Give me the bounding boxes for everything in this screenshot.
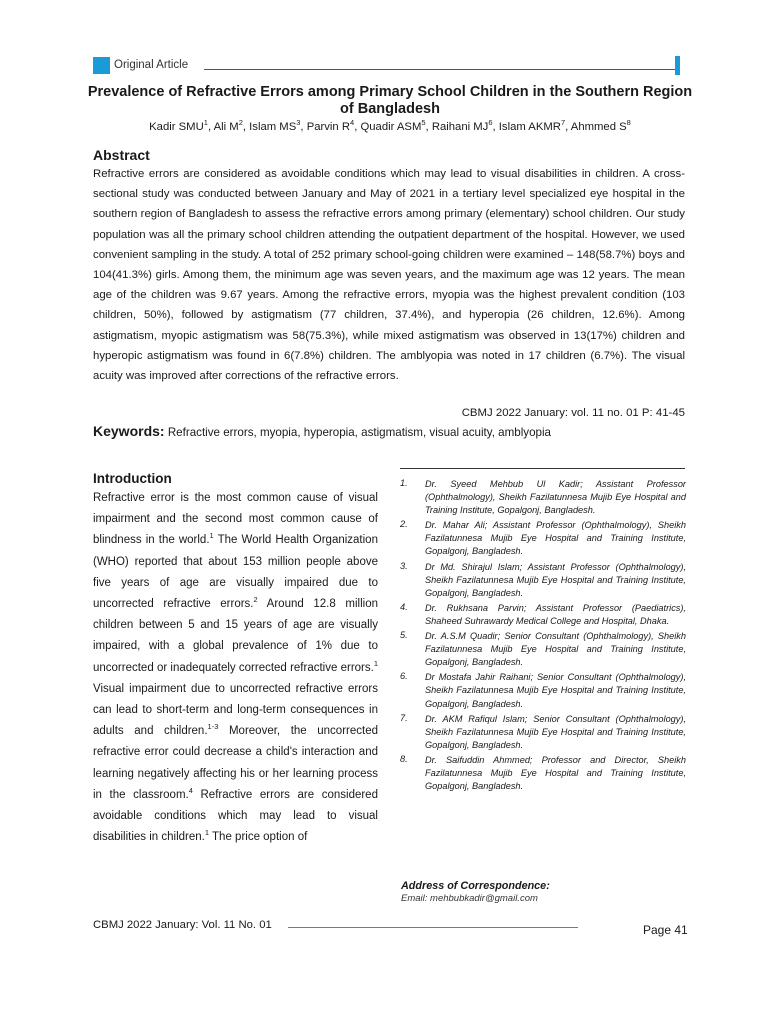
author-name: Ali M bbox=[213, 120, 239, 133]
affiliation-text: Dr. Rukhsana Parvin; Assistant Professor (Paediatrics), Shaheed Suhrawardy Medical College and Hospital, Dhaka. bbox=[425, 602, 686, 626]
article-title: Prevalence of Refractive Errors among Primary School Children in the Southern Region of Bangladesh bbox=[87, 84, 693, 117]
affiliations-rule bbox=[400, 468, 685, 469]
citation-reference: 4 bbox=[188, 786, 193, 796]
affiliation-item bbox=[398, 671, 686, 710]
keywords-label: Keywords: bbox=[93, 423, 165, 439]
introduction-sentence: Visual impairment due to uncorrected refractive errors can lead to short-term and long-term consequences in adults and children. bbox=[93, 682, 378, 738]
affiliation-text: Dr. Syeed Mehbub Ul Kadir; Assistant Professor (Ophthalmology), Sheikh Fazilatunnesa Mujib Eye Hospital and Training Institute, Gopalgonj, Bangladesh. bbox=[425, 479, 686, 516]
affiliation-number: 2. bbox=[400, 519, 408, 530]
correspondence-email: Email: mehbubkadir@gmail.com bbox=[401, 893, 538, 904]
keywords bbox=[93, 423, 551, 439]
affiliation-item bbox=[398, 713, 686, 752]
affiliation-text: Dr Md. Shirajul Islam; Assistant Professor (Ophthalmology), Sheikh Fazilatunnesa Mujib Eye Hospital and Training Institute, Gopalgonj, Bangladesh. bbox=[425, 561, 686, 598]
page-number: Page 41 bbox=[643, 923, 688, 937]
author-name: Kadir SMU bbox=[149, 120, 204, 133]
author-affiliation-number: 8 bbox=[626, 118, 631, 127]
introduction-heading: Introduction bbox=[93, 471, 172, 486]
affiliation-item bbox=[398, 630, 686, 669]
author-name: Islam AKMR bbox=[498, 120, 561, 133]
affiliation-text: Dr Mostafa Jahir Raihani; Senior Consultant (Ophthalmology), Sheikh Fazilatunnesa Mujib Eye Hospital and Training Institute, Gopalgonj, Bangladesh. bbox=[425, 672, 686, 709]
affiliation-number: 6. bbox=[400, 671, 408, 682]
author-name: Ahmmed S bbox=[570, 120, 627, 133]
introduction-sentence: Refractive errors are considered avoidable conditions which may lead to visual disabilities in children. bbox=[93, 788, 378, 844]
affiliation-number: 1. bbox=[400, 478, 408, 488]
author-affiliation-number: 7 bbox=[560, 118, 566, 127]
citation-reference: 1 bbox=[373, 658, 378, 668]
author-name: Raihani MJ bbox=[431, 120, 489, 133]
citation-reference: 2 bbox=[253, 595, 258, 605]
citation-reference: 1 bbox=[209, 531, 214, 541]
introduction-sentence: Around 12.8 million children between 5 and 15 years of age are visually impaired, with a global prevalence of 1% due to uncorrected or inadequately corrected refractive errors. bbox=[93, 598, 378, 674]
affiliation-number: 5. bbox=[400, 630, 408, 641]
keywords-text: Refractive errors, myopia, hyperopia, astigmatism, visual acuity, amblyopia bbox=[167, 426, 551, 439]
introduction-sentence: Moreover, the uncorrected refractive error could decrease a child's interaction and learning negatively affecting his or her learning process in the classroom. bbox=[93, 725, 378, 801]
citation-reference: 1 bbox=[204, 828, 210, 838]
author-affiliation-number: 4 bbox=[350, 118, 355, 127]
affiliation-text: Dr. Saifuddin Ahmmed; Professor and Director, Sheikh Fazilatunnesa Mujib Eye Hospital and Training Institute, Gopalgonj, Bangladesh. bbox=[425, 754, 686, 792]
header-rule bbox=[204, 69, 676, 70]
journal-citation: CBMJ 2022 January: vol. 11 no. 01 P: 41-45 bbox=[461, 407, 685, 419]
article-type-header bbox=[93, 55, 683, 79]
citation-reference: 1-3 bbox=[207, 722, 219, 732]
article-type-label: Original Article bbox=[114, 59, 189, 71]
footer-rule bbox=[288, 927, 578, 928]
author-name: Parvin R bbox=[306, 120, 351, 133]
header-end-bar bbox=[675, 56, 680, 75]
author-affiliation-number: 2 bbox=[238, 118, 243, 127]
affiliation-item bbox=[398, 754, 686, 793]
affiliation-item bbox=[398, 478, 686, 517]
footer-journal: CBMJ 2022 January: Vol. 11 No. 01 bbox=[93, 919, 272, 931]
affiliation-number: 3. bbox=[400, 560, 408, 571]
author-name: Islam MS bbox=[249, 120, 297, 133]
affiliation-number: 8. bbox=[400, 753, 408, 764]
affiliation-text: Dr. Mahar Ali; Assistant Professor (Ophthalmology), Sheikh Fazilatunnesa Mujib Eye Hospital and Training Institute, Gopalgonj, Bangladesh. bbox=[425, 520, 686, 557]
author-name: Quadir ASM bbox=[360, 120, 422, 133]
introduction-sentence: The price option of bbox=[209, 831, 308, 844]
author-affiliation-number: 1 bbox=[203, 118, 208, 127]
abstract-heading: Abstract bbox=[93, 147, 150, 163]
author-affiliation-number: 6 bbox=[488, 118, 493, 127]
introduction-sentence: The World Health Organization (WHO) reported that about 153 million people above five years of age are visually impaired due to uncorrected refractive errors. bbox=[93, 534, 378, 611]
affiliation-number: 7. bbox=[400, 712, 408, 723]
introduction-text bbox=[93, 488, 378, 848]
introduction-sentence: Refractive error is the most common cause of visual impairment and the second most common cause of blindness in the world. bbox=[93, 492, 378, 547]
affiliation-text: Dr. AKM Rafiqul Islam; Senior Consultant (Ophthalmology), Sheikh Fazilatunnesa Mujib Eye Hospital and Training Institute, Gopalgonj, Bangladesh. bbox=[425, 713, 686, 750]
affiliation-list bbox=[398, 478, 686, 795]
affiliation-item bbox=[398, 519, 686, 558]
author-affiliation-number: 3 bbox=[296, 118, 301, 127]
affiliation-number: 4. bbox=[400, 601, 408, 612]
affiliation-item bbox=[398, 561, 686, 600]
correspondence-heading: Address of Correspondence: bbox=[401, 880, 550, 892]
abstract-text: Refractive errors are considered as avoidable conditions which may lead to visual disabilities in children. A cross-sectional study was conducted between January and May of 2021 in a tertiary level specialized eye hospital in the southern region of Bangladesh to assess the refractive errors among primary (elementary) school children. Our study population was all the primary school children attending the outpatient department of the hospital. However, we used convenient sampling in the study. A total of 252 primary school-going children were examined – 148(58.7%) boys and 104(41.3%) girls. Among them, the minimum age was seven years, and the maximum age was 12 years. The mean age of the children was 9.67 years. Among the refractive errors, myopia was the highest prevalent condition (103 children, 50%), followed by astigmatism (77 children, 37.4%), and hyperopia (26 children, 12.6%). Among astigmatism, myopic astigmatism was 58(75.3%), while mixed astigmatism was observed in 13(17%) children and hyperopic astigmatism was found in 6(7.8%) children. The amblyopia was noted in 17 children (6.7%). The visual acuity was improved after corrections of the refractive errors. bbox=[93, 168, 685, 383]
affiliation-item bbox=[398, 602, 686, 628]
author-affiliation-number: 5 bbox=[421, 118, 426, 127]
author-list: Kadir SMU$^1$, Ali $M^2$, Islam $MS^3$, Parvin $R^4$, Quadir ASM$^5$, Raihani $MJ^6$, Islam AKMR$^7$, Ahmmed $S^8$ bbox=[149, 118, 631, 133]
affiliation-text: Dr. A.S.M Quadir; Senior Consultant (Ophthalmology), Sheikh Fazilatunnesa Mujib Eye Hospital and Training Institute, Gopalgonj, Bangladesh. bbox=[425, 631, 686, 668]
article-type-marker bbox=[93, 57, 110, 74]
